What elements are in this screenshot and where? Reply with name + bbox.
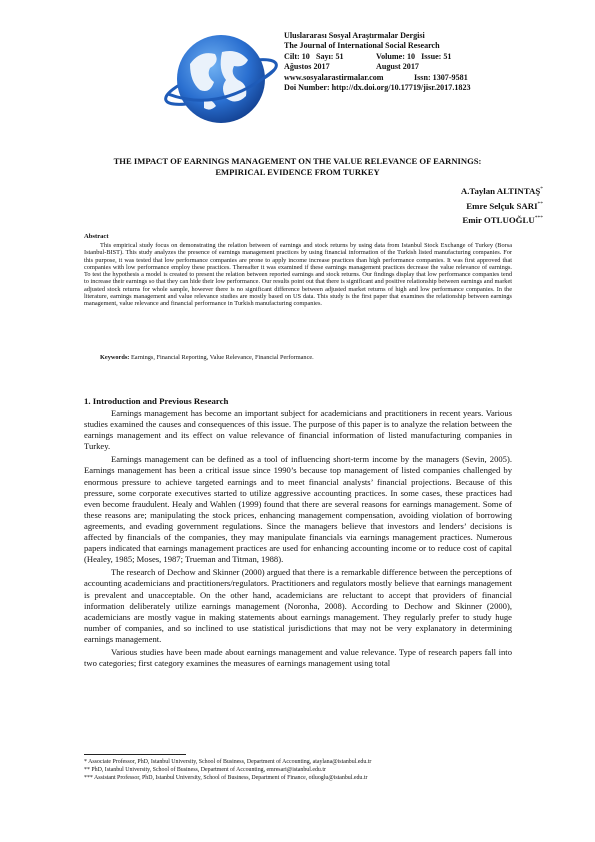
journal-doi[interactable]: Doi Number: http://dx.doi.org/10.17719/jisr.2017.1823 [284,83,471,93]
body-text [84,408,512,671]
paragraph: The research of Dechow and Skinner (2000) argued that there is a remarkable difference between the perceptions of accounting academicians and practitioners/regulators. Practitioners and regulators mostly believe that earnings management is prevalent and unacceptable. On the other hand, academicians are reluctant to accept that providers of financial information deliberately utilize earnings management (Noronha, 2008). According to Dechow and Skinner (2000), academicians are mostly vague in making statements about earnings management. They regularly prefer to study huge number of companies, and so inclined to use statistical jurisdictions that may not be very explanatory in determining earnings management. [84,567,512,644]
author-3-footnote-mark: *** [534,215,543,222]
footnote-1: * Associate Professor, PhD, Istanbul University, School of Business, Department of Accounting, ataylana@istanbul.edu.tr [84,759,372,765]
keywords [84,354,512,361]
footnotes [84,758,524,782]
journal-header [284,31,584,93]
footnote-2: ** PhD, Istanbul University, School of Business, Department of Accounting, emresari@istanbul.edu.tr [84,767,326,773]
author-1: A.Taylan ALTINTAŞ* [460,185,543,196]
keywords-label: Keywords: [100,354,130,361]
author-1-footnote-mark: * [540,186,543,192]
journal-name-tr: Uluslararası Sosyal Araştırmalar Dergisi [284,31,425,40]
journal-globe-logo-icon [160,24,282,134]
author-3: Emir OTLUOĞLU*** [462,214,543,225]
paper-title-line-2: EMPIRICAL EVIDENCE FROM TURKEY [215,167,380,178]
journal-web-row [284,73,584,83]
abstract-heading: Abstract [84,233,109,240]
author-2-footnote-mark: ** [537,200,543,207]
section-heading: 1. Introduction and Previous Research [84,396,229,406]
journal-name-en: The Journal of International Social Research [284,41,440,51]
journal-cilt: Cilt: 10 [284,51,310,61]
abstract-text: This empirical study focus on demonstrating the relation between of earnings and stock returns by using data from Istanbul Stock Exchange of Turkey (Borsa Istanbul-BIST). This study analyzes the presence of earnings management practices by using financial information of the Turkish listed manufacturing companies. For this purpose, it was tested that low performance companies are prone to apply income increase practices than high performance companies. It was first approved that companies with low performance employ these practices. Thereafter it was examined if these earnings management practices decrease the value relevance of earnings. To test the hypothesis a model is created to present the relation between reported earnings and stock returns. Our findings display that low performance companies tend to increase their earnings so that they can hide their low performance. Our results point out that there is significant and positive relationship between earnings and market adjusted stock returns for whole sample, however there is no significant difference between adjusted market returns of high and low performance companies. In the literature, earnings management and value relevance studies are mostly based on US data. This study is the first paper that examines the relationship between earnings management, value relevance and financial performance in Turkish manufacturing companies. [84,242,512,308]
paper-title [40,156,555,179]
journal-date-en: August 2017 [376,62,419,72]
footnote-divider [84,754,186,755]
journal-issue: Issue: 51 [421,51,452,61]
paragraph: Earnings management has become an important subject for academicians and practitioners in recent years. Various studies examined the causes and consequences of this issue. The purpose of this paper is to analyze the relation between the earnings management and its effect on value relevance of financial information of listed manufacturing companies in Turkey. [84,408,512,452]
journal-volume: Volume: 10 [376,51,416,61]
journal-volume-row [284,52,584,62]
journal-date-tr: Ağustos 2017 [284,62,330,72]
author-list [461,183,543,227]
journal-issn: Issn: 1307-9581 [414,72,468,82]
author-2: Emre Selçuk SARI** [466,200,543,211]
paragraph: Various studies have been made about earnings management and value relevance. Type of research papers fall into two categories; first category examines the measures of earnings management using total [84,646,512,669]
keywords-text: Earnings, Financial Reporting, Value Relevance, Financial Performance. [129,354,314,361]
journal-date-row [284,62,584,72]
journal-sayi: Sayı: 51 [315,51,344,61]
paragraph: Earnings management can be defined as a tool of influencing short-term income by the managers (Sevin, 2005). Earnings management has been a critical issue since 1990’s because top management of listed companies challenged by enormous pressure to achieve targeted earnings and to meet financial analysts’ financial projections. Because of this pressure, some corporate executives started to utilize aggressive accounting practices. In some cases, these practices had even become fraudulent. Healy and Wahlen (1999) found that there are several reasons for earnings management. Some of these reasons are; manipulating the stock prices, enhancing management compensation, avoiding violation of borrowing agreements, and evading government regulations. Since the managers believe that investors and lenders’ decisions is affected by financials of the companies, they may manipulate financials via earnings management practices. Numerous papers indicated that earnings management practices are used for enhancing accounting income or to reduce cost of capital (Healey, 1985; Moses, 1987; Trueman and Titman, 1988). [84,454,512,565]
journal-website[interactable]: www.sosyalarastirmalar.com [284,72,384,82]
footnote-3: *** Assistant Professor, PhD, Istanbul University, School of Business, Department of Finance, otluoglu@istanbul.edu.tr [84,775,368,781]
paper-title-line-1: THE IMPACT OF EARNINGS MANAGEMENT ON THE VALUE RELEVANCE OF EARNINGS: [113,156,482,166]
